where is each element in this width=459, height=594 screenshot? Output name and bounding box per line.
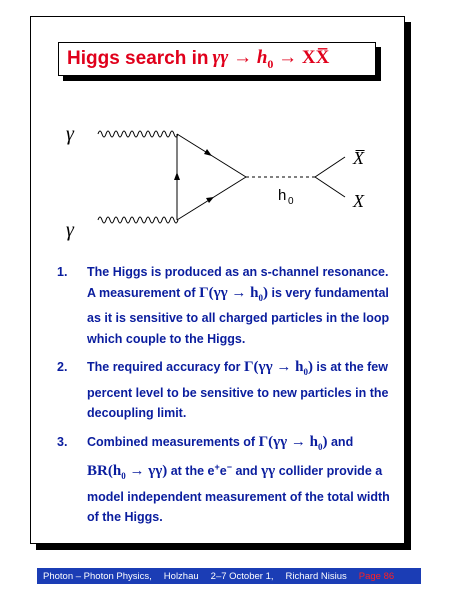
list-item-3 (50, 432, 395, 528)
footer-course: Photon – Photon Physics, (43, 570, 152, 582)
x-line (315, 177, 345, 197)
footer-author: Richard Nisius (285, 570, 347, 582)
loop-arrow-upper (204, 149, 212, 156)
math-gamma-width: $\Gamma(\gamma\gamma \to h_0)$ (244, 359, 313, 377)
title-higgs-sub: 0 (267, 56, 274, 71)
item-text: The Higgs is produced as an s-channel resonance. A measurement of $\Gamma(\gamma\gamma \to h_0)$ is very fundamental as it is sensitive to all charged particles in the loop which couple to the Higgs. (87, 265, 390, 346)
math-gamma-gamma: γγ (261, 463, 276, 480)
title-arrow-2: → (278, 46, 298, 68)
xbar-line (315, 157, 345, 177)
photon-line-top (98, 131, 178, 137)
title-higgs: h (256, 46, 268, 68)
title-gamma-gamma: γγ (212, 46, 229, 68)
title-math (213, 47, 330, 72)
xbar-label: X̅ (353, 148, 364, 168)
title-lead: Higgs search in (67, 48, 209, 69)
item-number: 2. (57, 360, 68, 374)
math-gamma-width: $\Gamma(\gamma\gamma \to h_0)$ (258, 433, 328, 452)
feynman-diagram (60, 112, 390, 254)
h0-label: h (278, 187, 287, 204)
title-xx: XX̅ (301, 46, 330, 68)
gamma-bottom-label: γ (66, 219, 74, 241)
footer-place: Holzhau (163, 570, 199, 582)
photon-line-bottom (98, 217, 178, 223)
item-text: Combined measurements of $\Gamma(\gamma\gamma \to h_0)$ and $BR(h_0 \to \gamma\gamma)$ at the e+e− and γγ collider provide a model independent measurement of the total width of the Higgs. (87, 433, 390, 525)
list-item-2 (50, 357, 395, 424)
gamma-top-label: γ (66, 123, 74, 145)
loop-arrow-left (174, 172, 180, 180)
list-item-1 (50, 262, 395, 349)
item-text: The required accuracy for $\Gamma(\gamma\gamma \to h_0)$ is at the few percent level to be sensitive to new particles in the decoupling limit. (87, 359, 389, 420)
title-arrow-1: → (233, 46, 253, 68)
math-gamma-width: $\Gamma(\gamma\gamma \to h_0)$ (199, 284, 268, 303)
item-list (50, 262, 395, 536)
x-label: X (353, 191, 364, 211)
loop-arrow-lower (206, 197, 214, 203)
math-branching-ratio: $BR(h_0 \to \gamma\gamma)$ (87, 463, 168, 482)
footer-dates: 2–7 October 1, (210, 570, 274, 582)
footer-page-number: Page 86 (358, 570, 395, 582)
slide-title (58, 42, 376, 76)
h0-sub: 0 (288, 196, 294, 207)
item-number: 3. (57, 434, 68, 449)
item-number: 1. (57, 265, 68, 279)
footer-bar (37, 568, 421, 584)
